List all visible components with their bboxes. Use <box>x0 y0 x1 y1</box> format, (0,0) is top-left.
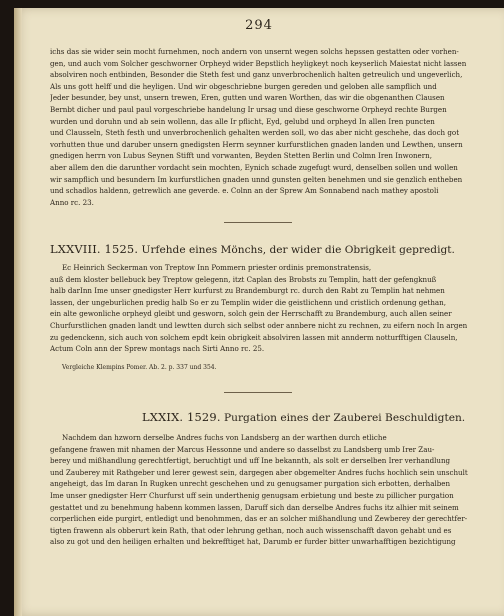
text-line: tigten frawenn als obberurt kein Rath, that oder lehrung gethan, noch auch wissenschafft davon gehabt und es <box>50 525 452 535</box>
text-line: ichs das sie wider sein mocht furnehmen, noch andern von unsernt wegen solchs hepssen gestatten oder vorhen- <box>50 47 459 56</box>
text-line: ein alte gewonliche orpheyd gleibt und gesworn, solch gein der Herrschafft zu Brandemburg, auch allen seiner <box>50 309 452 319</box>
text-line: Ime unser gnedigster Herr Churfurst uff sein underthenig genugsam erbietung und beste zu pillicher purgation <box>50 490 454 500</box>
text-line: gnedigen herrn von Lubus Seynen Stifft und vorwanten, Beyden Stetten Berlin und Colmn Iren Inwonern, <box>50 151 432 161</box>
section-number: LXXIX. 1529. <box>142 410 221 424</box>
text-line: gefangene frawen mit nhamen der Marcus Hessonne und andere so dasselbst zu Landsberg umb Irer Zau- <box>50 444 435 454</box>
text-line: corperlichen eide purgirt, entledigt und benohmmen, das er an solcher mißhandlung und Zewberey der gerechtfer- <box>50 514 468 524</box>
text-line: Jeder besunder, bey unst, unsern trewen, Eren, gutten und waren Worthen, das wir die obgenanthen Clausen <box>50 93 445 103</box>
section-title: Purgation eines der Zauberei Beschuldigten. <box>224 412 466 424</box>
page-number: 294 <box>245 18 273 33</box>
text-line: Als uns gott helff und die heyligen. Und wir obgeschriebne burgen gereden und geloben alle sampflich und <box>50 81 437 91</box>
section-divider <box>224 222 292 223</box>
text-line: zu gedenckenn, sich auch von solchem epdt kein obrigkeit absolviren lassen mit annderm notturfftigen Clauseln, <box>50 332 458 342</box>
text-line: und Clausseln, Steth festh und unverbrochenlich gehalten werden soll, wo das aber nicht geschehe, das doch got <box>50 128 460 138</box>
text-line: wir sampflich und besundern Im kurfurstlichen gnaden unnd gunsten gelten benehmen und sie genzlich entheben <box>50 174 463 184</box>
text-line: Actum Coln ann der Sprew montags nach Sirti Anno rc. 25. <box>50 344 265 354</box>
text-line: gen, und auch vom Solcher geschworner Orpheyd wider Bepstlich heyligkeyt noch keyserlich Maiestat nicht lassen <box>50 58 467 68</box>
text-line: angeheigt, das Im daran In Rugken unrecht geschehen und zu genugsamer purgation sich erbotten, derhalben <box>50 479 451 489</box>
text-line: auß dem kloster bellebuck bey Treptow gelegenn, itzt Caplan des Brobsts zu Templin, hatt der gefengknuß <box>50 274 437 284</box>
text-line: Bernbt dicher und paul paul vorgeschriebe handelung Ir ursag und diese geschworne Orpheyd rechte Burgen <box>50 104 447 114</box>
section-divider <box>224 392 292 393</box>
text-line: gestattet und zu benehmung habenn kommen lassen, Daruff sich dan derselbe Andres fuchs itz alhier mit seinem <box>50 502 459 512</box>
section-title: Urfehde eines Mönchs, der wider die Obrigkeit gepredigt. <box>141 244 455 256</box>
section-heading-78 <box>50 242 490 256</box>
text-block-1 <box>50 46 488 208</box>
text-line: aber allem den die darunther vordacht sein mochten, Eynich schade zugefugt wurd, denselben sollen und wollen <box>50 162 458 172</box>
text-line: Ec Heinrich Seckerman von Treptow Inn Pommern priester ordinis premonstratensis, <box>62 263 372 272</box>
text-line: und schadlos haldenn, getrewlich ane geverde. e. Colnn an der Sprew Am Sonnabend nach mathey apostoli <box>50 186 439 196</box>
page-gutter <box>14 8 22 616</box>
text-block-2 <box>50 262 488 355</box>
text-line: vorhutten thue und daruber unsern gnedigsten Herrn seynner kurfurstlichen gnaden landen und Lewthen, unsern <box>50 139 463 149</box>
text-line: Nachdem dan hzworn derselbe Andres fuchs von Landsberg an der warthen durch etliche <box>62 433 387 442</box>
section-heading-79 <box>142 410 504 424</box>
section-number: LXXVIII. 1525. <box>50 242 139 256</box>
text-line: absolviren noch entbinden, Besonder die Steth fest und ganz unverbrochenlich halten getreulich und ungeverlich, <box>50 70 463 80</box>
text-line: also zu got und den heiligen erhalten und bekrefftiget hat, Darumb er furder bitter unwarhafftigen bezichtigung <box>50 537 456 547</box>
text-line: wurden und doruhn und ab sein wollenn, das alle Ir pflicht, Eyd, gelubd und orpheyd In allen Iren puncten <box>50 116 435 126</box>
text-line: lassen, der ungeburlichen predig halb So er zu Templin wider die geistlichenn und cristlich ordenung gethan, <box>50 297 446 307</box>
text-line: berey und mißhandlung gerechtfertigt, beruchtigt und uff Ine bekannth, als solt er derselben Irer verhandlung <box>50 456 451 466</box>
reference-note: Vergleiche Klempins Pomer. Ab. 2. p. 337 und 354. <box>62 364 217 371</box>
text-line: und Zauberey mit Rathgeber und lerer gewest sein, dargegen aber obgemelter Andres fuchs hochlich sein unschult <box>50 467 468 477</box>
book-page <box>14 8 504 616</box>
text-line: Churfurstlichen gnaden landt und lewtten durch sich selbst oder annbere nicht zu rechnen, zu eifern noch In argen <box>50 320 468 330</box>
text-line: Anno rc. 23. <box>50 197 94 207</box>
text-block-3 <box>50 432 488 548</box>
text-line: halb darInn Ime unser gnedigster Herr kurfurst zu Brandemburgt rc. durch den Rabt zu Templin hat nehmen <box>50 286 445 296</box>
